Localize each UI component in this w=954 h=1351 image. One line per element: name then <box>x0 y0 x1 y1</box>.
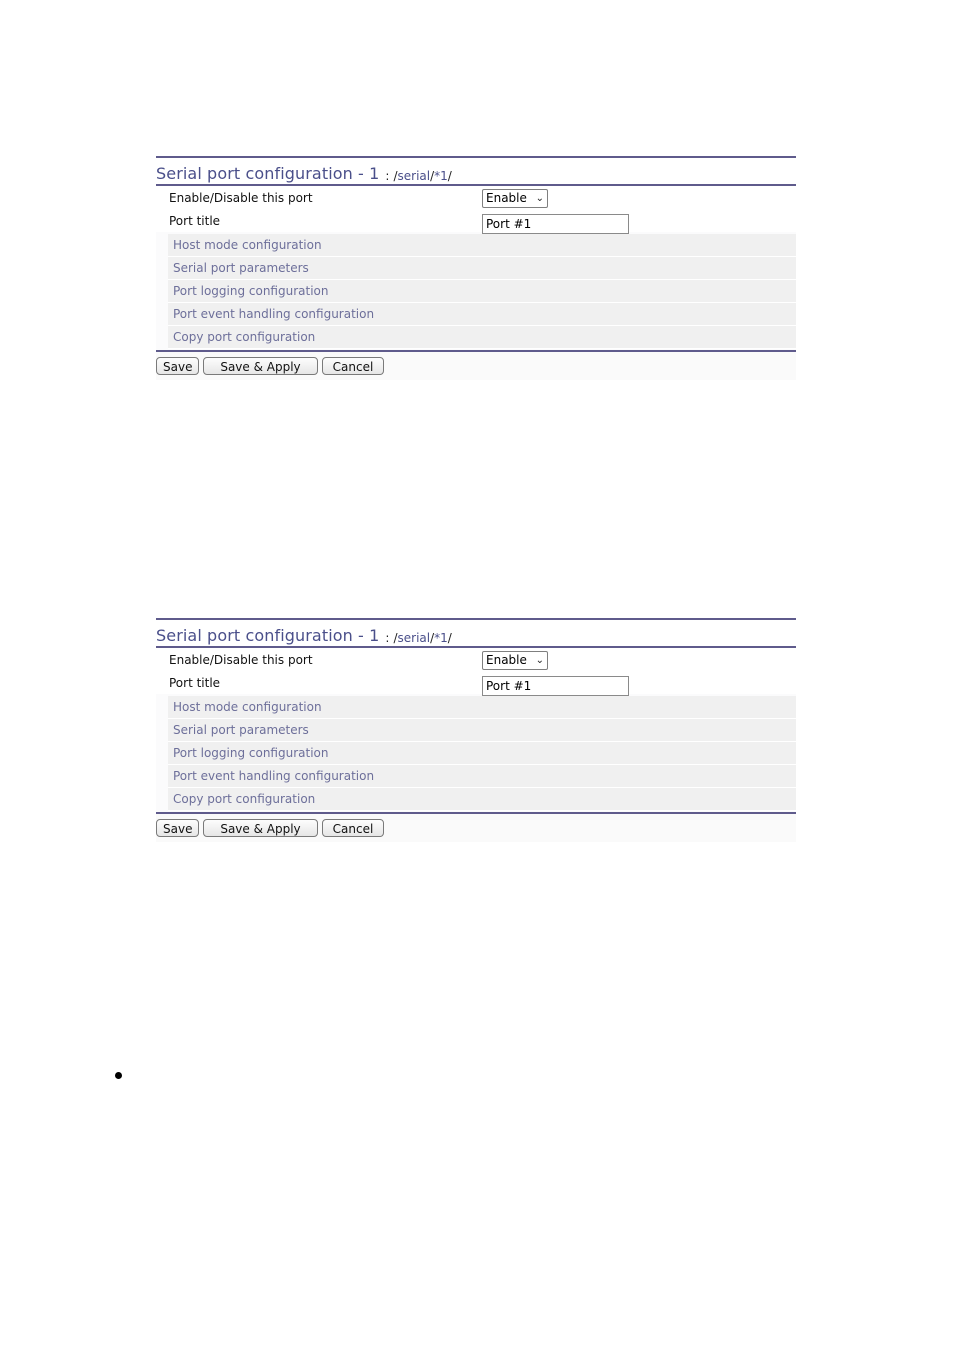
enable-select-value: Enable <box>486 191 527 205</box>
save-apply-button[interactable]: Save & Apply <box>203 819 318 837</box>
link-label: Port event handling configuration <box>173 307 375 321</box>
link-port-event-handling[interactable] <box>168 303 796 326</box>
breadcrumb-slash: / <box>393 631 398 645</box>
link-label: Port logging configuration <box>173 746 329 760</box>
port-title-input[interactable] <box>482 676 629 696</box>
port-title-label: Port title <box>169 213 221 228</box>
page-title: Serial port configuration - 1 <box>156 164 380 183</box>
link-label: Copy port configuration <box>173 792 316 806</box>
page-title: Serial port configuration - 1 <box>156 626 380 645</box>
enable-select-value: Enable <box>486 653 527 667</box>
enable-row <box>156 186 796 209</box>
cancel-button[interactable]: Cancel <box>322 819 384 837</box>
link-label: Host mode configuration <box>173 238 322 252</box>
breadcrumb-port[interactable]: *1 <box>434 169 448 183</box>
breadcrumb-slash: / <box>447 169 452 183</box>
breadcrumb-port[interactable]: *1 <box>434 631 448 645</box>
port-title-row <box>156 209 796 232</box>
chevron-down-icon: ⌄ <box>535 193 544 204</box>
bullet-point <box>115 1072 122 1079</box>
breadcrumb <box>393 169 451 183</box>
breadcrumb-slash: / <box>393 169 398 183</box>
link-copy-port[interactable] <box>168 326 796 349</box>
breadcrumb-serial[interactable]: serial <box>397 169 431 183</box>
link-host-mode[interactable] <box>168 234 796 257</box>
enable-select[interactable] <box>482 651 548 670</box>
link-label: Copy port configuration <box>173 330 316 344</box>
serial-port-config-panel-1 <box>156 156 796 380</box>
title-separator: : <box>385 631 390 645</box>
cancel-button[interactable]: Cancel <box>322 357 384 375</box>
button-bar <box>156 814 796 842</box>
save-apply-button[interactable]: Save & Apply <box>203 357 318 375</box>
link-label: Serial port parameters <box>173 261 309 275</box>
link-label: Port logging configuration <box>173 284 329 298</box>
link-label: Host mode configuration <box>173 700 322 714</box>
breadcrumb-slash: / <box>447 631 452 645</box>
breadcrumb-serial[interactable]: serial <box>397 631 431 645</box>
panel-header <box>156 158 796 184</box>
config-links <box>156 234 796 349</box>
link-label: Port event handling configuration <box>173 769 375 783</box>
link-copy-port[interactable] <box>168 788 796 811</box>
breadcrumb-slash: / <box>430 169 435 183</box>
serial-port-config-panel-2 <box>156 618 796 842</box>
link-serial-parameters[interactable] <box>168 257 796 280</box>
link-label: Serial port parameters <box>173 723 309 737</box>
enable-row <box>156 648 796 671</box>
panel-header <box>156 620 796 646</box>
enable-label: Enable/Disable this port <box>169 190 313 205</box>
link-serial-parameters[interactable] <box>168 719 796 742</box>
title-separator: : <box>385 169 390 183</box>
link-port-logging[interactable] <box>168 742 796 765</box>
breadcrumb <box>393 631 451 645</box>
save-button[interactable]: Save <box>156 357 199 375</box>
port-title-label: Port title <box>169 675 221 690</box>
chevron-down-icon: ⌄ <box>535 655 544 666</box>
link-port-event-handling[interactable] <box>168 765 796 788</box>
enable-label: Enable/Disable this port <box>169 652 313 667</box>
link-port-logging[interactable] <box>168 280 796 303</box>
button-bar <box>156 352 796 380</box>
config-links <box>156 696 796 811</box>
save-button[interactable]: Save <box>156 819 199 837</box>
enable-select[interactable] <box>482 189 548 208</box>
breadcrumb-slash: / <box>430 631 435 645</box>
link-host-mode[interactable] <box>168 696 796 719</box>
port-title-input[interactable] <box>482 214 629 234</box>
port-title-row <box>156 671 796 694</box>
